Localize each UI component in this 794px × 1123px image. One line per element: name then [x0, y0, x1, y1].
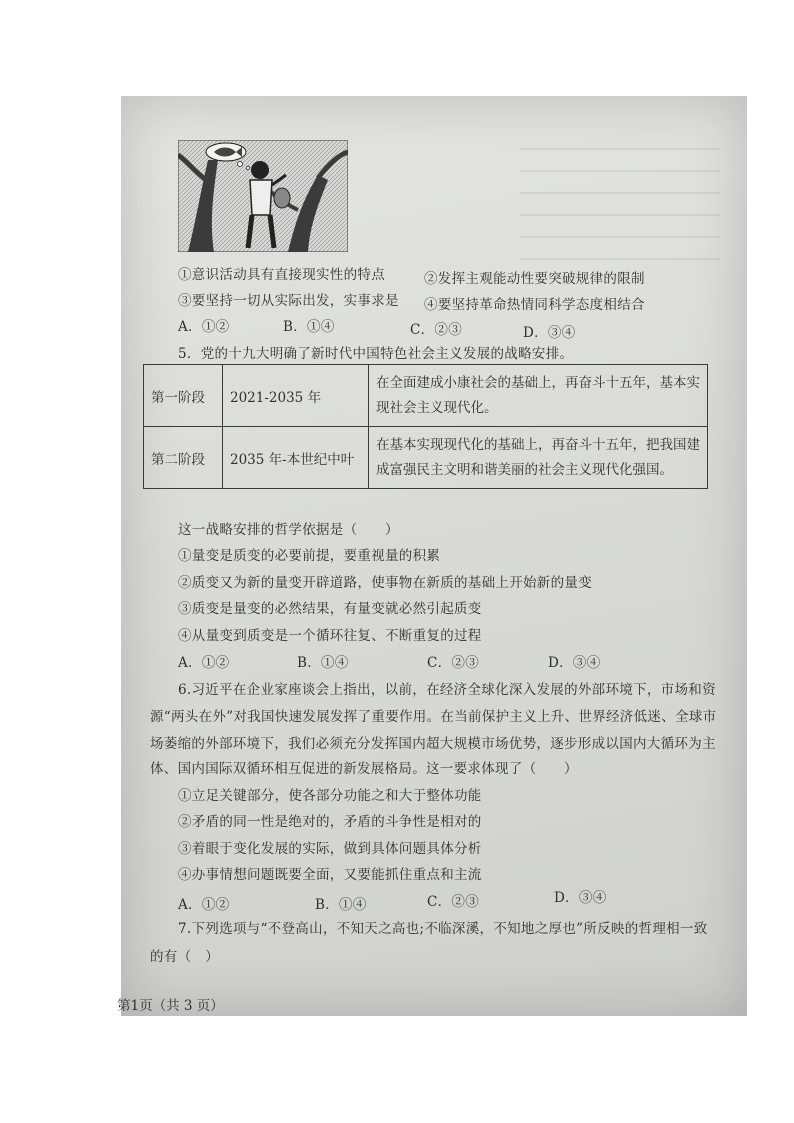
q5-answer-d: D．③④: [548, 655, 601, 671]
q4-answer-d: D．③④: [523, 325, 576, 341]
q7-stem-line-2: 的有（ ）: [150, 949, 219, 965]
q7-stem-line-1: 7.下列选项与“不登高山，不知天之高也;不临深溪，不知地之厚也”所反映的哲理相一致: [178, 921, 708, 937]
q6-option-1: ①立足关键部分，使各部分功能之和大于整体功能: [178, 788, 482, 804]
q5-option-2: ②质变又为新的量变开辟道路，使事物在新质的基础上开始新的量变: [178, 575, 592, 591]
goal-cell: 在基本实现现代化的基础上，再奋斗十五年，把我国建成富强民主文明和谐美丽的社会主义现代化强国。: [369, 427, 708, 489]
q6-option-4: ④办事情想问题既要全面，又要能抓住重点和主流: [178, 867, 482, 883]
bleed-through-text: [520, 140, 720, 260]
q5-option-3: ③质变是量变的必然结果，有量变就必然引起质变: [178, 601, 482, 617]
cartoon-illustration: [178, 140, 348, 252]
q6-stem-line-4: 体、国内国际双循环相互促进的新发展格局。这一要求体现了（ ）: [150, 761, 578, 777]
stage-cell: 第二阶段: [144, 427, 223, 489]
table-row: [144, 365, 708, 427]
q6-stem-line-2: 源“两头在外”对我国快速发展发挥了重要作用。在当前保护主义上升、世界经济低迷、全球市: [150, 709, 717, 725]
q5-answer-c: C．②③: [427, 655, 480, 671]
stage-cell: 第一阶段: [144, 365, 223, 427]
q5-answer-a: A．①②: [178, 655, 230, 671]
table-row: [144, 427, 708, 489]
q5-option-4: ④从量变到质变是一个循环往复、不断重复的过程: [178, 628, 482, 644]
q6-answer-b: B．①④: [315, 897, 367, 913]
q6-stem-line-1: 6.习近平在企业家座谈会上指出，以前，在经济全球化深入发展的外部环境下，市场和资: [178, 682, 716, 698]
q4-option-2: ②发挥主观能动性要突破规律的限制: [424, 271, 645, 287]
q4-option-4: ④要坚持革命热情同科学态度相结合: [424, 297, 645, 313]
q6-option-2: ②矛盾的同一性是绝对的，矛盾的斗争性是相对的: [178, 814, 482, 830]
q6-answer-c: C．②③: [427, 894, 480, 910]
goal-cell: 在全面建成小康社会的基础上，再奋斗十五年，基本实现社会主义现代化。: [369, 365, 708, 427]
period-cell: 2021-2035 年: [223, 365, 369, 427]
q6-answer-a: A．①②: [178, 897, 230, 913]
q6-option-3: ③着眼于变化发展的实际，做到具体问题具体分析: [178, 841, 482, 857]
q5-stem: 5．党的十九大明确了新时代中国特色社会主义发展的战略安排。: [178, 346, 574, 362]
q4-answer-c: C．②③: [410, 322, 463, 338]
strategy-table: [143, 364, 708, 489]
q4-option-3: ③要坚持一切从实际出发，实事求是: [178, 293, 399, 309]
q5-option-1: ①量变是质变的必要前提，要重视量的积累: [178, 548, 441, 564]
q6-answer-d: D．③④: [554, 890, 607, 906]
q4-answer-a: A．①②: [178, 319, 230, 335]
q4-option-1: ①意识活动具有直接现实性的特点: [178, 267, 385, 283]
q5-answer-b: B．①④: [297, 655, 349, 671]
page-footer: 第1页（共 3 页）: [117, 998, 224, 1014]
period-cell: 2035 年-本世纪中叶: [223, 427, 369, 489]
q4-answer-b: B．①④: [283, 319, 335, 335]
q6-stem-line-3: 场萎缩的外部环境下，我们必须充分发挥国内超大规模市场优势，逐步形成以国内大循环为主: [150, 736, 716, 752]
q5-question: 这一战略安排的哲学依据是（ ）: [178, 522, 399, 538]
